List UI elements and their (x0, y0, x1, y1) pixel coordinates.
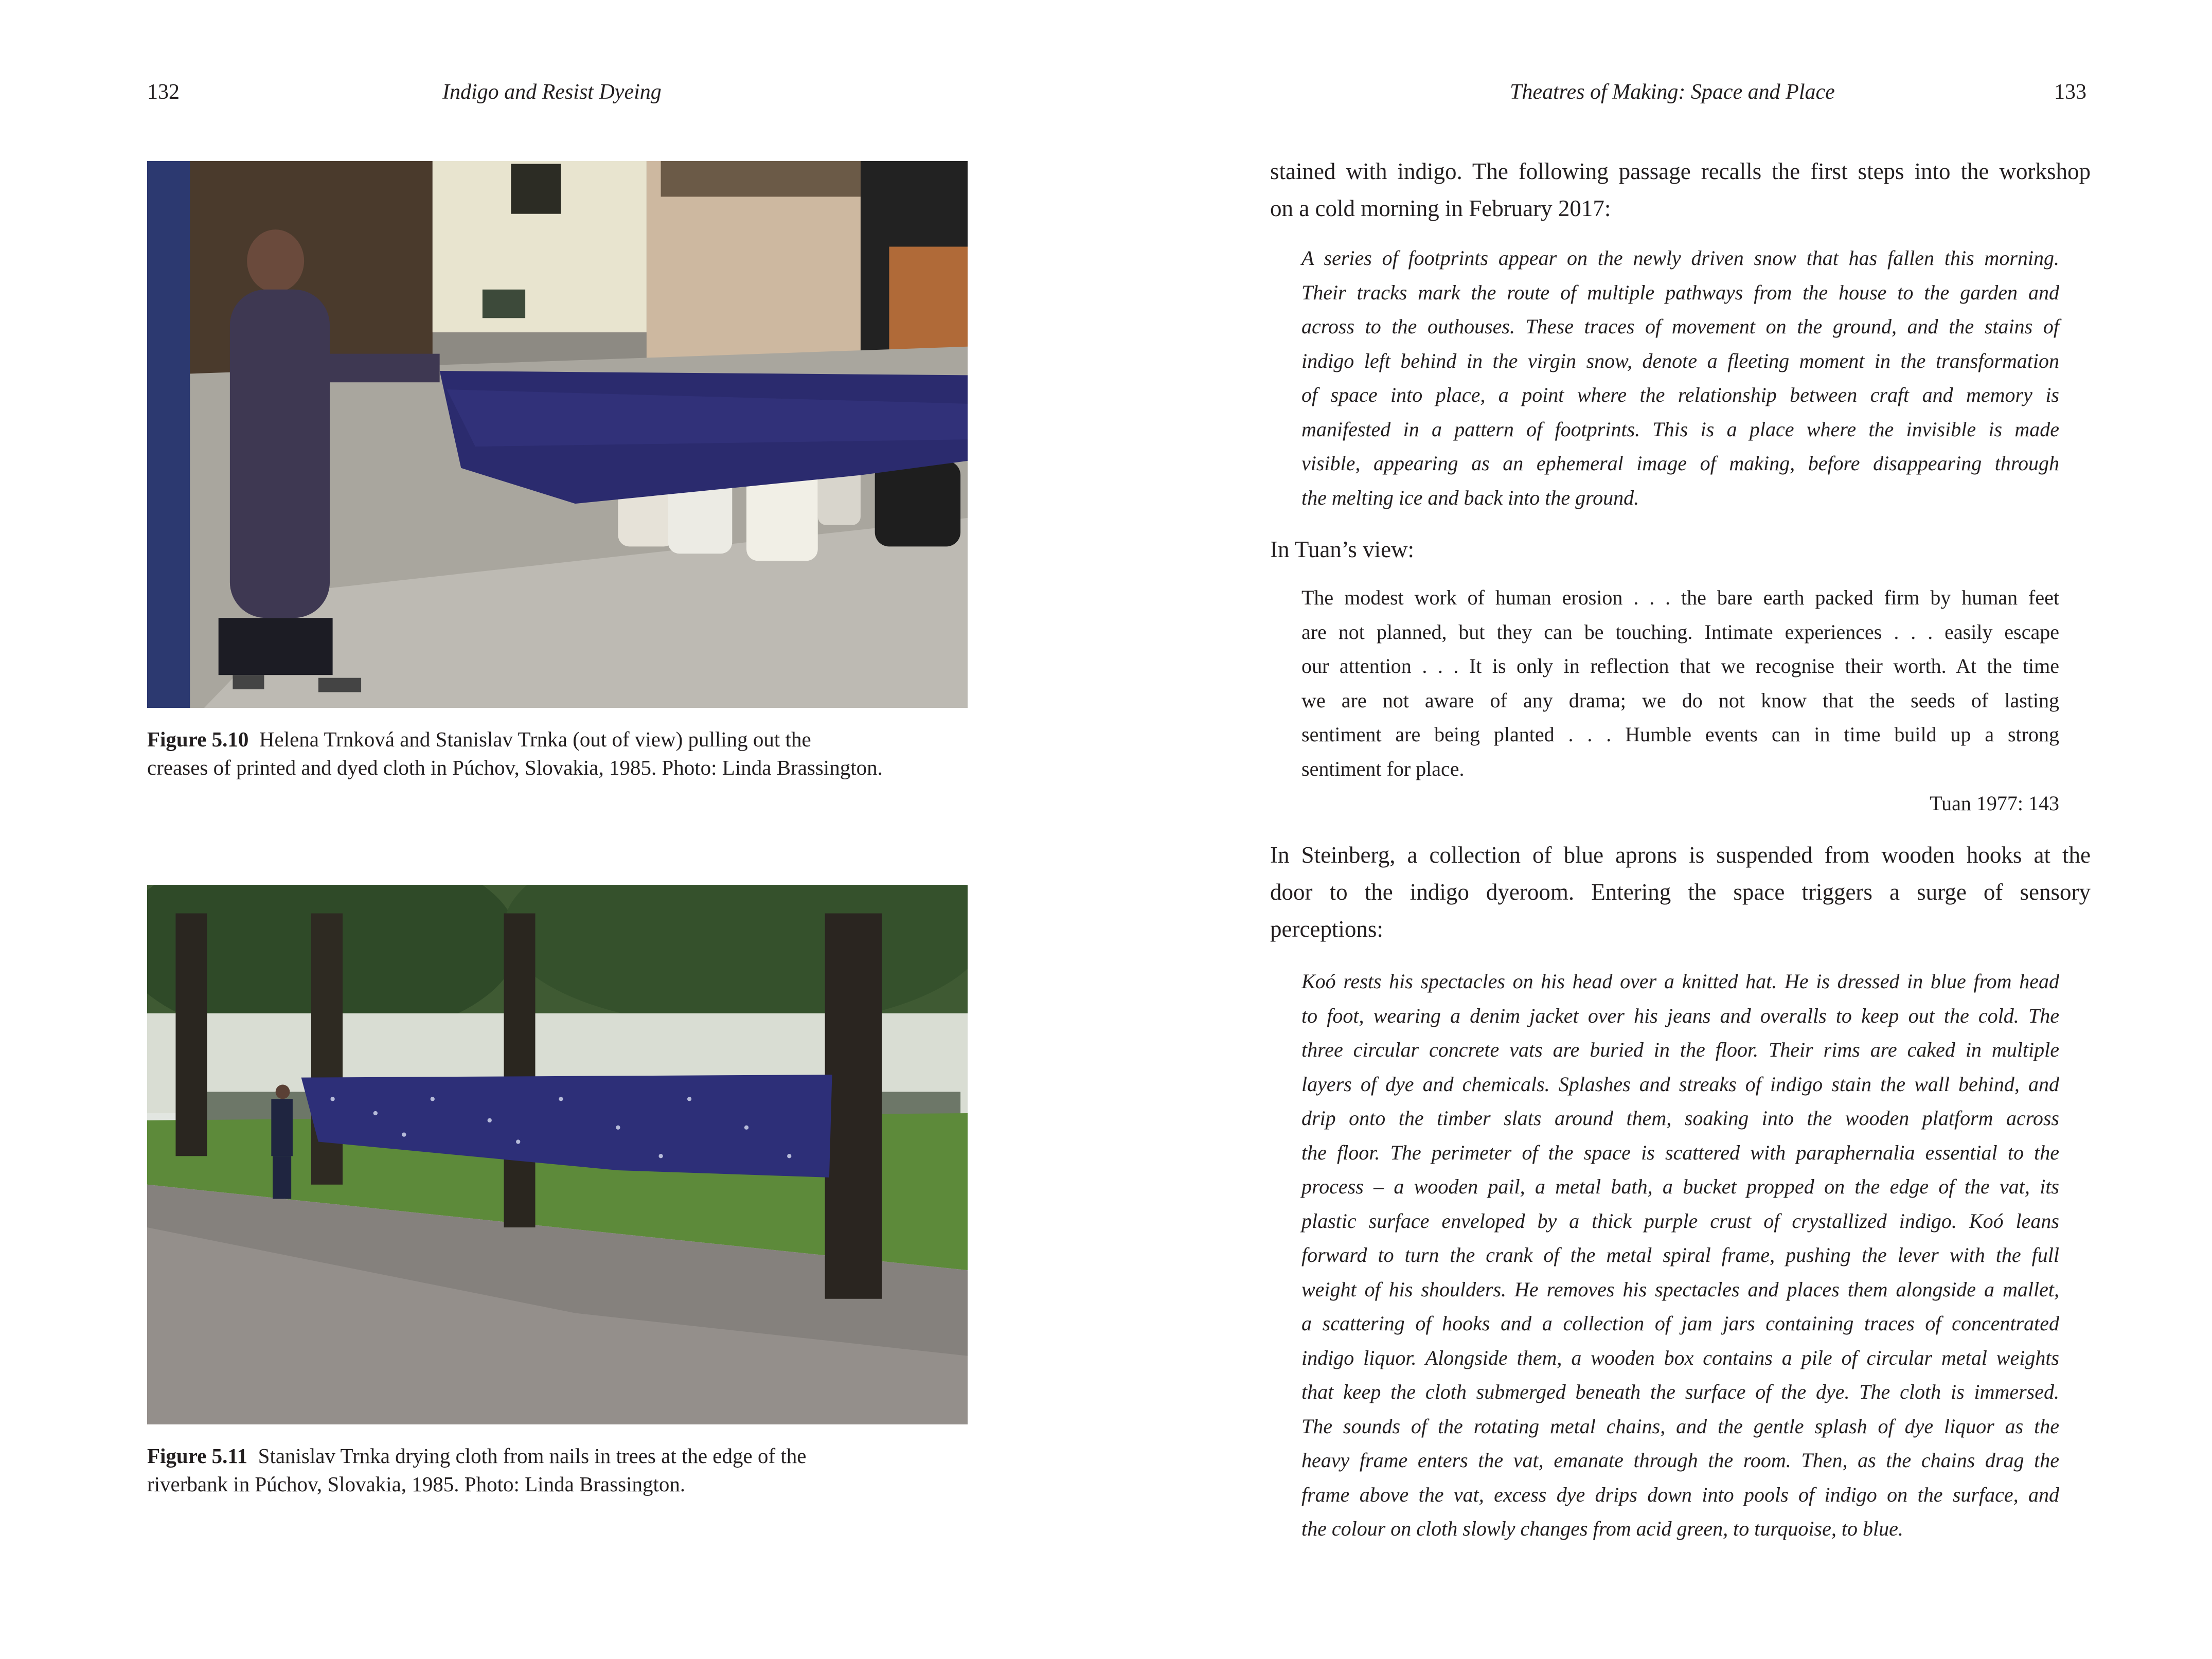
text-line: Koó rests his spectacles on his head over a knitted hat. He is dressed in blue from head (1301, 970, 2059, 993)
body-paragraph (1270, 836, 2091, 948)
text-line: process – a wooden pail, a metal bath, a bucket propped on the edge of the vat, its (1301, 1175, 2059, 1198)
caption-line: Helena Trnková and Stanislav Trnka (out of view) pulling out the (259, 727, 811, 751)
page-number-left: 132 (147, 80, 180, 104)
text-line: sentiment for place. (1301, 757, 1465, 780)
text-line: perceptions: (1270, 916, 1383, 942)
text-line: The sounds of the rotating metal chains, and the gentle splash of dye liquor as the (1301, 1414, 2059, 1438)
text-line: the floor. The perimeter of the space is scattered with paraphernalia essential to the (1301, 1140, 2059, 1164)
text-line: In Steinberg, a collection of blue aprons is suspended from wooden hooks at the (1270, 842, 2091, 868)
text-line: heavy frame enters the vat, emanate through the room. Then, as the chains drag the (1301, 1449, 2059, 1472)
block-quote-dyeroom (1301, 965, 2059, 1546)
text-line: of space into place, a point where the relationship between craft and memory is (1301, 383, 2059, 406)
text-line: plastic surface enveloped by a thick purple crust of crystallized indigo. Koó leans (1301, 1209, 2059, 1233)
text-line: indigo liquor. Alongside them, a wooden box contains a pile of circular metal weights (1301, 1346, 2059, 1369)
caption-line: riverbank in Púchov, Slovakia, 1985. Photo: Linda Brassington. (147, 1472, 686, 1496)
figure-5-10-caption (147, 725, 970, 782)
text-line: across to the outhouses. These traces of movement on the ground, and the stains of (1301, 315, 2059, 338)
block-quote-footprints (1301, 241, 2059, 515)
text-line: sentiment are being planted . . . Humble events can in time build up a strong (1301, 723, 2059, 746)
text-line: manifested in a pattern of footprints. This is a place where the invisible is made (1301, 417, 2059, 441)
quote-citation: Tuan 1977: 143 (1930, 792, 2059, 815)
text-line: frame above the vat, excess dye drips down into pools of indigo on the surface, and (1301, 1483, 2059, 1506)
text-line: drip onto the timber slats around them, soaking into the wooden platform across (1301, 1107, 2059, 1130)
text-line: In Tuan’s view: (1270, 537, 1415, 562)
text-line: the melting ice and back into the ground. (1301, 486, 1639, 509)
block-quote-tuan (1301, 581, 2059, 786)
text-line: a scattering of hooks and a collection of jam jars containing traces of concentrated (1301, 1312, 2059, 1335)
figure-5-11-photo (147, 885, 968, 1424)
text-line: stained with indigo. The following passage recalls the first steps into the workshop (1270, 158, 2091, 184)
page-number-right: 133 (2054, 80, 2086, 104)
text-line: door to the indigo dyeroom. Entering the space triggers a surge of sensory (1270, 879, 2091, 905)
text-line: are not planned, but they can be touching. Intimate experiences . . . easily escape (1301, 620, 2059, 644)
running-head-left: Indigo and Resist Dyeing (442, 80, 662, 104)
text-line: on a cold morning in February 2017: (1270, 195, 1611, 221)
text-line: Their tracks mark the route of multiple pathways from the house to the garden and (1301, 280, 2059, 304)
figure-label: Figure 5.11 (147, 1444, 248, 1468)
text-line: layers of dye and chemicals. Splashes and streaks of indigo stain the wall behind, and (1301, 1072, 2059, 1096)
text-line: The modest work of human erosion . . . the bare earth packed firm by human feet (1301, 586, 2059, 609)
body-paragraph (1270, 531, 2091, 568)
text-line: visible, appearing as an ephemeral image of making, before disappearing through (1301, 452, 2059, 475)
text-line: weight of his shoulders. He removes his spectacles and places them alongside a mallet, (1301, 1277, 2059, 1301)
figure-label: Figure 5.10 (147, 727, 249, 751)
caption-line: creases of printed and dyed cloth in Púchov, Slovakia, 1985. Photo: Linda Brassington. (147, 756, 883, 779)
text-line: forward to turn the crank of the metal spiral frame, pushing the lever with the full (1301, 1243, 2059, 1266)
running-head-right: Theatres of Making: Space and Place (1510, 80, 1835, 104)
text-line: to foot, wearing a denim jacket over his jeans and overalls to keep out the cold. The (1301, 1004, 2059, 1027)
text-line: indigo left behind in the virgin snow, denote a fleeting moment in the transformation (1301, 349, 2059, 372)
text-line: that keep the cloth submerged beneath the surface of the dye. The cloth is immersed. (1301, 1380, 2059, 1403)
text-line: we are not aware of any drama; we do not know that the seeds of lasting (1301, 688, 2059, 712)
body-paragraph (1270, 153, 2091, 227)
text-line: three circular concrete vats are buried in the floor. Their rims are caked in multiple (1301, 1038, 2059, 1061)
figure-5-11-caption (147, 1442, 970, 1499)
text-line: the colour on cloth slowly changes from acid green, to turquoise, to blue. (1301, 1517, 1903, 1540)
caption-line: Stanislav Trnka drying cloth from nails in trees at the edge of the (258, 1444, 807, 1468)
figure-5-10-photo (147, 161, 968, 708)
text-line: A series of footprints appear on the newly driven snow that has fallen this morning. (1301, 246, 2059, 270)
text-line: our attention . . . It is only in reflection that we recognise their worth. At the time (1301, 654, 2059, 677)
